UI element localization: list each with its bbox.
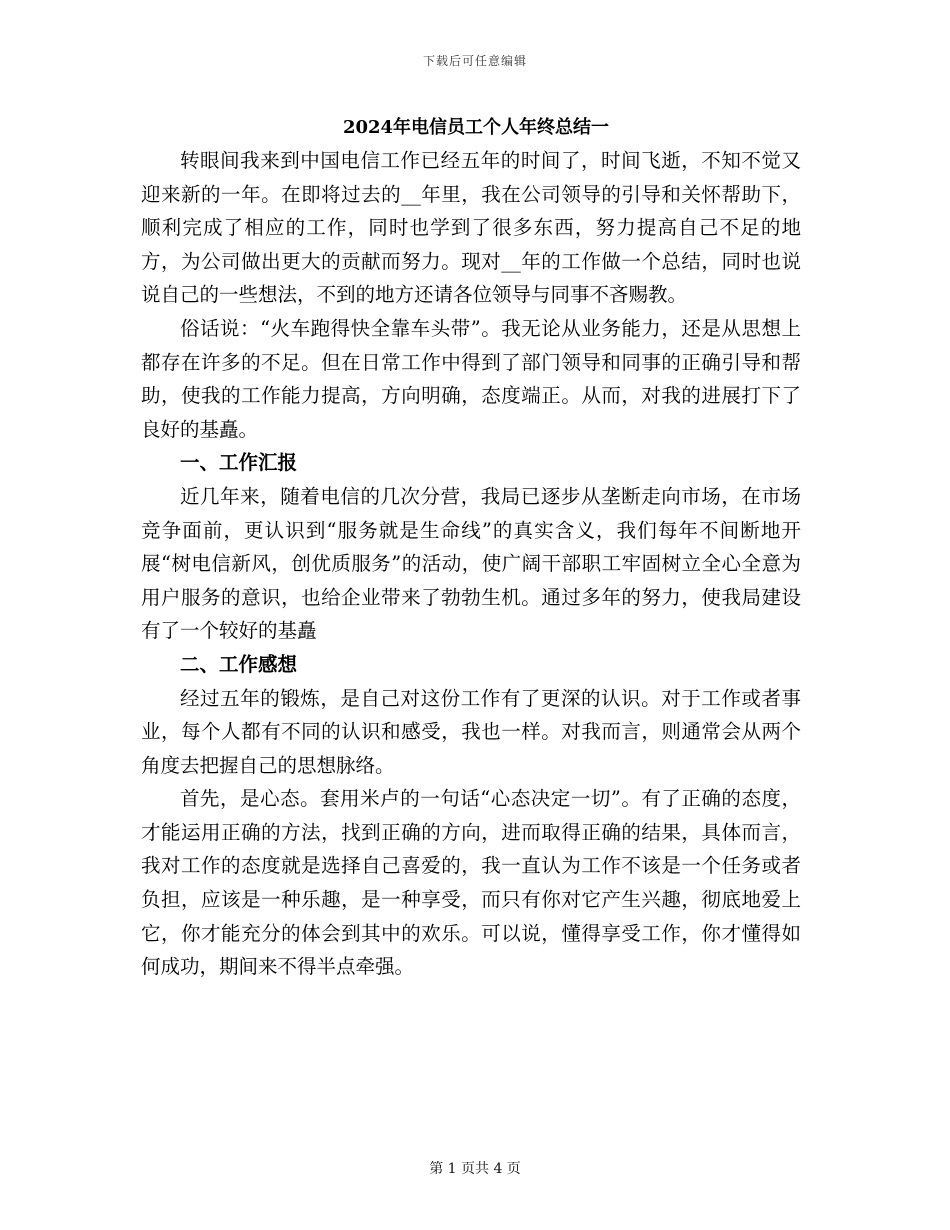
document-body [141,112,801,984]
intro-paragraph-1: 转眼间我来到中国电信工作已经五年的时间了，时间飞逝，不知不觉又迎来新的一年。在即将过去的__年里，我在公司领导的引导和关怀帮助下，顺利完成了相应的工作，同时也学到了很多东西，努力提高自己不足的地方，为公司做出更大的贡献而努力。现对__年的工作做一个总结，同时也说说自己的一些想法，不到的地方还请各位领导与同事不吝赐教。 [141,149,801,307]
document-title: 2024年电信员工个人年终总结一 [342,117,610,138]
page-number: 第 1 页共 4 页 [429,1161,521,1177]
work-report-paragraph-1: 近几年来，随着电信的几次分营，我局已逐步从垄断走向市场，在市场竞争面前，更认识到“服务就是生命线”的真实含义，我们每年不间断地开展“树电信新风，创优质服务”的活动，使广阔干部职工牢固树立全心全意为用户服务的意识，也给企业带来了勃勃生机。通过多年的努力，使我局建设有了一个较好的基矗 [141,484,801,643]
page-header-note: 下载后可任意编辑 [422,54,527,68]
reflections-paragraph-1: 经过五年的锻炼，是自己对这份工作有了更深的认识。对于工作或者事业，每个人都有不同的认识和感受，我也一样。对我而言，则通常会从两个角度去把握自己的思想脉络。 [141,686,801,777]
section-heading-work-report: 一、工作汇报 [180,451,298,475]
reflections-paragraph-2: 首先，是心态。套用米卢的一句话“心态决定一切”。有了正确的态度，才能运用正确的方法，找到正确的方向，进而取得正确的结果，具体而言，我对工作的态度就是选择自己喜爱的，我一直认为工作不该是一个任务或者负担，应该是一种乐趣，是一种享受，而只有你对它产生兴趣，彻底地爱上它，你才能充分的体会到其中的欢乐。可以说，懂得享受工作，你才懂得如何成功，期间来不得半点牵强。 [141,787,801,979]
intro-paragraph-2: 俗话说：“火车跑得快全靠车头带”。我无论从业务能力，还是从思想上都存在许多的不足。但在日常工作中得到了部门领导和同事的正确引导和帮助，使我的工作能力提高，方向明确，态度端正。从而，对我的进展打下了良好的基矗。 [141,316,801,441]
section-heading-work-reflections: 二、工作感想 [180,652,298,676]
